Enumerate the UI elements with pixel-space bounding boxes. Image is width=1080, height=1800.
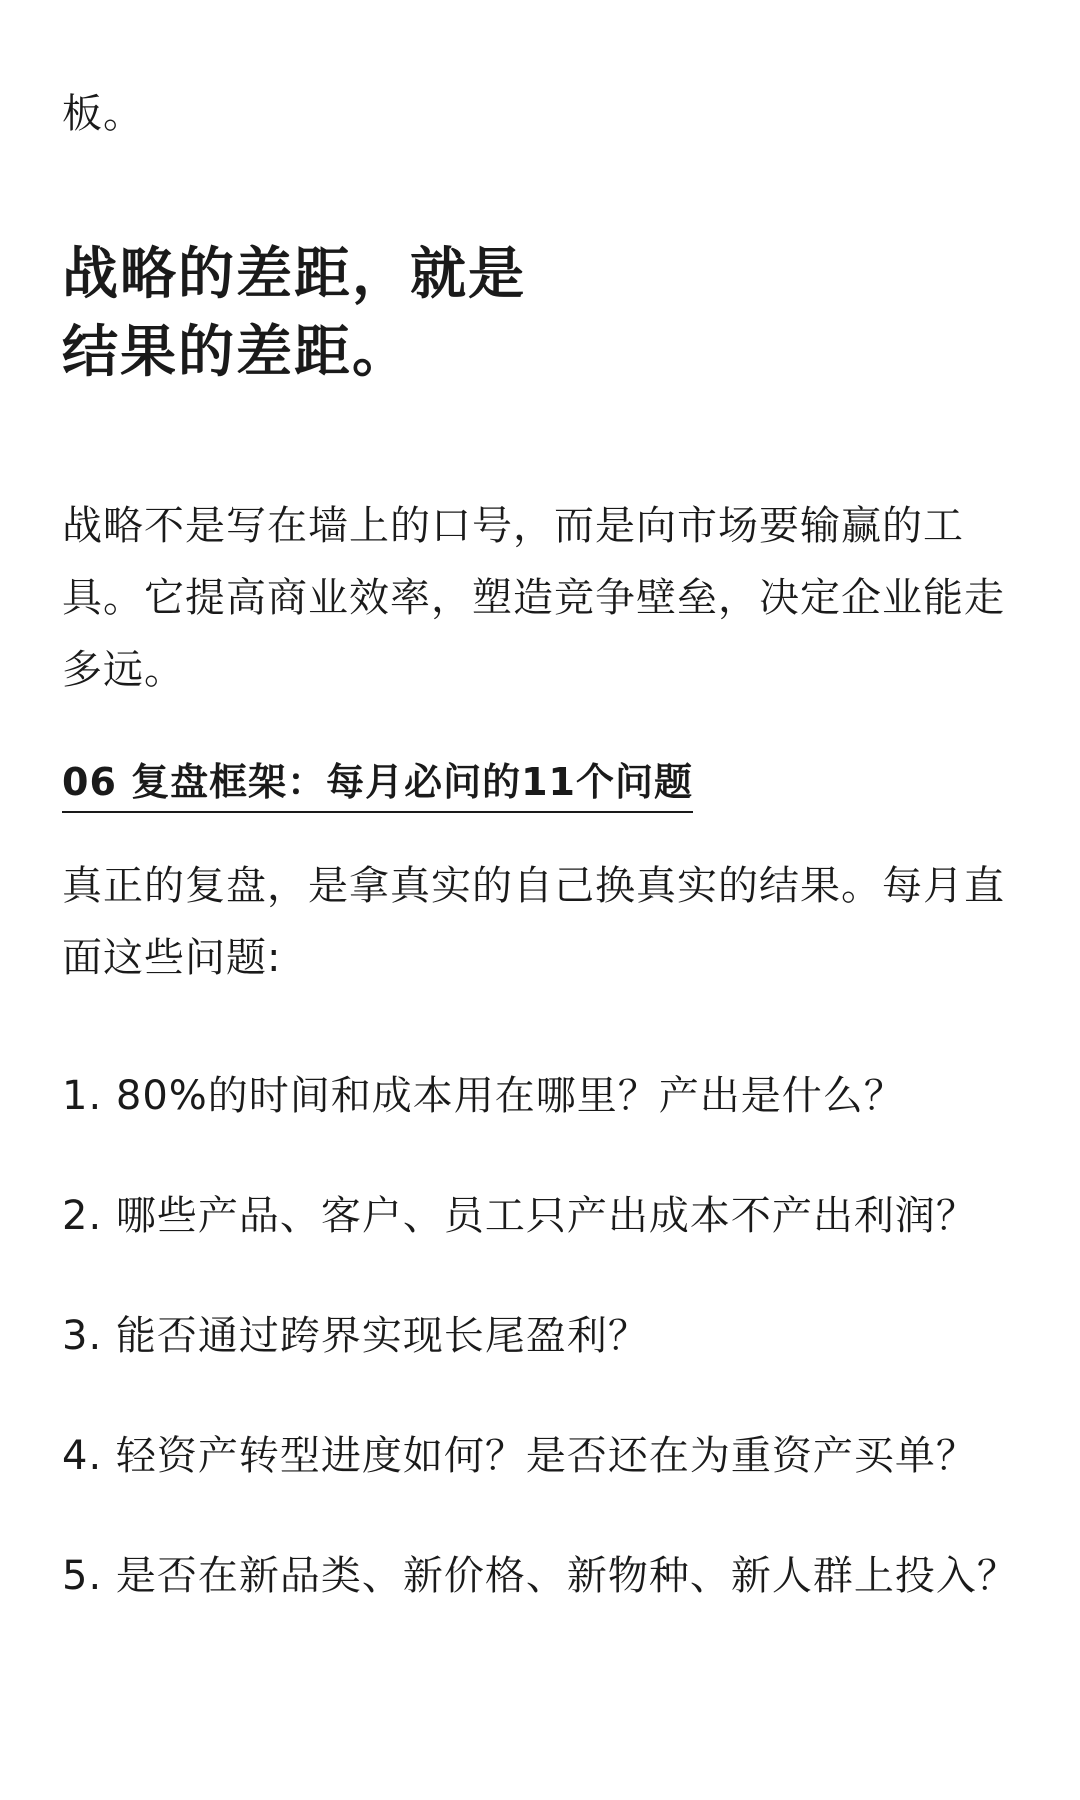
question-item: 2. 哪些产品、客户、员工只产出成本不产出利润？	[62, 1193, 977, 1239]
question-item: 4. 轻资产转型进度如何？是否还在为重资产买单？	[62, 1433, 977, 1479]
section-lead: 真正的复盘，是拿真实的自己换真实的结果。每月直面这些问题:	[62, 863, 1005, 981]
lead-fragment: 板。	[62, 91, 144, 137]
headline	[62, 236, 526, 392]
question-item: 5. 是否在新品类、新价格、新物种、新人群上投入？	[62, 1553, 1018, 1599]
intro-paragraph: 战略不是写在墙上的口号，而是向市场要输赢的工具。它提高商业效率，塑造竞争壁垒，决定企业能走多远。	[62, 503, 1005, 693]
headline-line-1: 战略的差距，就是	[62, 242, 526, 307]
headline-line-2: 结果的差距。	[62, 320, 410, 385]
question-item: 1. 80%的时间和成本用在哪里？产出是什么？	[62, 1073, 905, 1119]
question-item: 3. 能否通过跨界实现长尾盈利？	[62, 1313, 649, 1359]
section-title: 06 复盘框架：每月必问的11个问题	[62, 757, 693, 813]
